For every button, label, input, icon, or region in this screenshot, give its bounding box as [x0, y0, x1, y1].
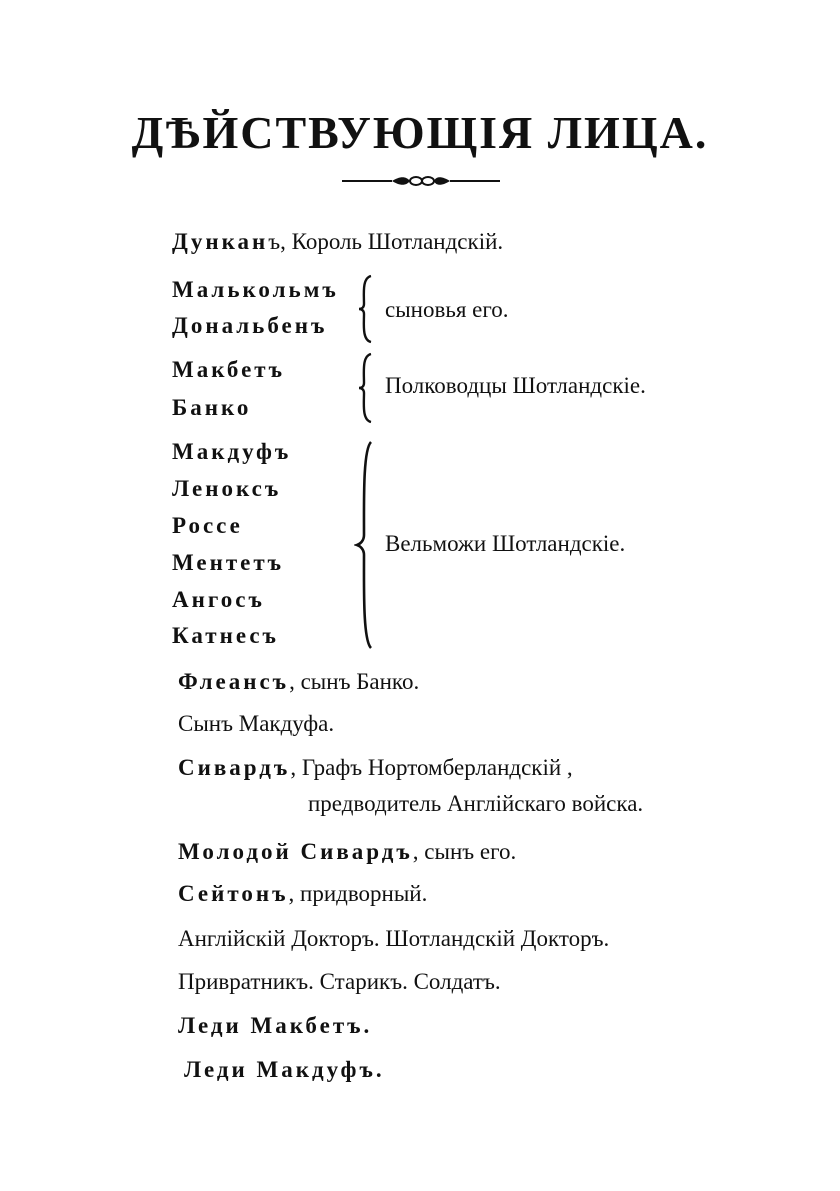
character-desc: ъ, Король Шотландскій. [268, 229, 504, 254]
ornament-divider-icon [340, 172, 502, 190]
character-name: Россе [172, 513, 243, 538]
page-title: ДѢЙСТВУЮЩІЯ ЛИЦА. [131, 107, 709, 158]
character-name: Катнесъ [172, 623, 279, 648]
character-name: Макдуфъ [172, 439, 292, 464]
entry-lady-macduff: Леди Макдуфъ. [184, 1057, 385, 1082]
character-name: Молодой Сивардъ [178, 839, 413, 864]
entry-doctors: Англійскій Докторъ. Шотландскій Докторъ. [178, 926, 610, 951]
brace-icon [356, 274, 376, 344]
character-desc: , сынъ Банко. [289, 669, 420, 694]
entry-fleance [178, 668, 419, 696]
group-desc: Полководцы Шотландскіе. [385, 373, 646, 398]
brace-icon [354, 440, 376, 650]
entry-siward-desc2: предводитель Англійскаго войска. [308, 791, 644, 816]
character-desc: , придворный. [288, 881, 428, 906]
group-desc: сыновья его. [385, 297, 509, 322]
entry-macduff-son: Сынъ Макдуфа. [178, 711, 335, 736]
entry-porter: Привратникъ. Старикъ. Солдатъ. [178, 969, 501, 994]
entry-siward [178, 754, 573, 782]
character-name: Дункан [172, 229, 269, 254]
character-name: Флеансъ [178, 669, 290, 694]
character-name: Малькольмъ [172, 277, 339, 302]
entry-seyton [178, 880, 427, 908]
entry-young-siward [178, 838, 516, 866]
entry-duncan [172, 228, 503, 256]
character-name: Ангосъ [172, 587, 265, 612]
character-name: Сейтонъ [178, 881, 289, 906]
character-name: Макбетъ [172, 357, 285, 382]
group-desc: Вельможи Шотландскіе. [385, 531, 626, 556]
character-desc: , сынъ его. [412, 839, 517, 864]
entry-lady-macbeth: Леди Макбетъ. [178, 1013, 373, 1038]
brace-icon [356, 352, 376, 424]
character-name: Леноксъ [172, 476, 282, 501]
character-desc: , Графъ Нортомберландскій , [290, 755, 573, 780]
character-name: Банко [172, 395, 252, 420]
character-name: Дональбенъ [172, 313, 328, 338]
character-name: Ментетъ [172, 550, 285, 575]
character-name: Сивардъ [178, 755, 291, 780]
